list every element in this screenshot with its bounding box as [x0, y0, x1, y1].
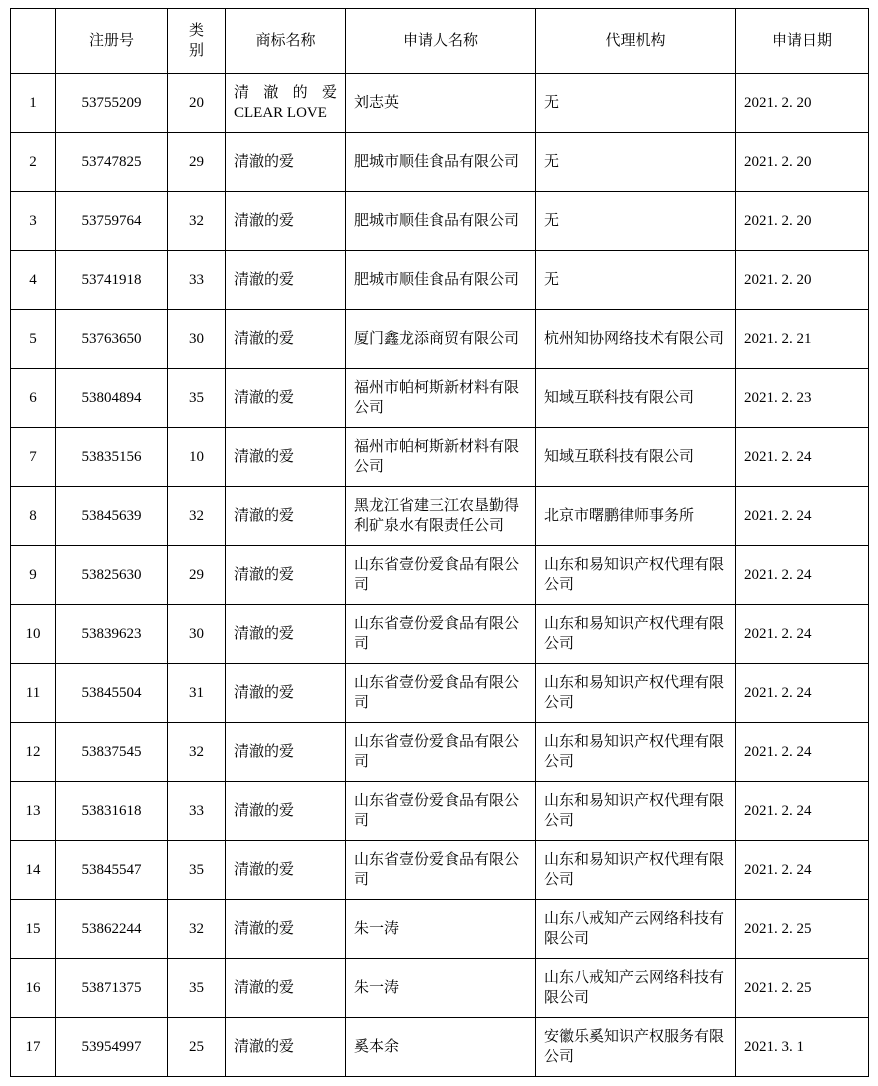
cell-reg-no: 53835156 — [56, 428, 168, 487]
cell-reg-no: 53845547 — [56, 841, 168, 900]
cell-class: 35 — [168, 841, 226, 900]
cell-applicant: 刘志英 — [346, 74, 536, 133]
cell-applicant: 山东省壹份爱食品有限公司 — [346, 782, 536, 841]
table-row — [11, 251, 869, 310]
cell-applicant: 肥城市顺佳食品有限公司 — [346, 133, 536, 192]
cell-class: 29 — [168, 546, 226, 605]
table-row — [11, 310, 869, 369]
cell-reg-no: 53804894 — [56, 369, 168, 428]
cell-agent: 北京市曙鹏律师事务所 — [536, 487, 736, 546]
cell-reg-no: 53755209 — [56, 74, 168, 133]
cell-applicant: 山东省壹份爱食品有限公司 — [346, 664, 536, 723]
cell-tm-name-line2: CLEAR LOVE — [234, 105, 327, 121]
cell-applicant: 厦门鑫龙添商贸有限公司 — [346, 310, 536, 369]
header-apply-date: 申请日期 — [736, 9, 869, 74]
cell-index: 3 — [11, 192, 56, 251]
cell-applicant: 黑龙江省建三江农垦勤得利矿泉水有限责任公司 — [346, 487, 536, 546]
cell-agent: 无 — [536, 133, 736, 192]
cell-tm-name: 清澈的爱 — [226, 192, 346, 251]
cell-agent: 杭州知协网络技术有限公司 — [536, 310, 736, 369]
cell-applicant: 肥城市顺佳食品有限公司 — [346, 251, 536, 310]
cell-class: 32 — [168, 487, 226, 546]
cell-tm-name: 清澈的爱 — [226, 664, 346, 723]
cell-applicant: 奚本余 — [346, 1018, 536, 1077]
cell-agent: 山东和易知识产权代理有限公司 — [536, 841, 736, 900]
table-row — [11, 133, 869, 192]
cell-apply-date: 2021. 2. 24 — [736, 782, 869, 841]
cell-reg-no: 53871375 — [56, 959, 168, 1018]
cell-tm-name: 清澈的爱 — [226, 428, 346, 487]
header-reg-no: 注册号 — [56, 9, 168, 74]
cell-tm-name — [226, 74, 346, 133]
cell-agent: 知域互联科技有限公司 — [536, 369, 736, 428]
cell-reg-no: 53825630 — [56, 546, 168, 605]
cell-index: 9 — [11, 546, 56, 605]
table-row — [11, 428, 869, 487]
cell-index: 1 — [11, 74, 56, 133]
cell-agent: 安徽乐奚知识产权服务有限公司 — [536, 1018, 736, 1077]
cell-reg-no: 53741918 — [56, 251, 168, 310]
cell-class: 10 — [168, 428, 226, 487]
cell-reg-no: 53837545 — [56, 723, 168, 782]
cell-index: 16 — [11, 959, 56, 1018]
cell-index: 10 — [11, 605, 56, 664]
cell-apply-date: 2021. 2. 20 — [736, 133, 869, 192]
table-row — [11, 782, 869, 841]
cell-index: 14 — [11, 841, 56, 900]
cell-apply-date: 2021. 2. 24 — [736, 487, 869, 546]
cell-applicant: 肥城市顺佳食品有限公司 — [346, 192, 536, 251]
cell-agent: 山东和易知识产权代理有限公司 — [536, 546, 736, 605]
cell-applicant: 山东省壹份爱食品有限公司 — [346, 546, 536, 605]
cell-tm-name: 清澈的爱 — [226, 841, 346, 900]
cell-agent: 山东和易知识产权代理有限公司 — [536, 723, 736, 782]
cell-tm-name: 清澈的爱 — [226, 959, 346, 1018]
cell-applicant: 山东省壹份爱食品有限公司 — [346, 723, 536, 782]
cell-index: 2 — [11, 133, 56, 192]
cell-reg-no: 53845639 — [56, 487, 168, 546]
cell-tm-name: 清澈的爱 — [226, 723, 346, 782]
header-class-line1: 类 — [188, 22, 204, 39]
cell-apply-date: 2021. 2. 24 — [736, 605, 869, 664]
cell-index: 7 — [11, 428, 56, 487]
table-row — [11, 74, 869, 133]
cell-reg-no: 53839623 — [56, 605, 168, 664]
table-row — [11, 841, 869, 900]
table-row — [11, 959, 869, 1018]
cell-reg-no: 53759764 — [56, 192, 168, 251]
header-agent: 代理机构 — [536, 9, 736, 74]
table-row — [11, 1018, 869, 1077]
cell-agent: 无 — [536, 251, 736, 310]
header-applicant: 申请人名称 — [346, 9, 536, 74]
cell-agent: 山东和易知识产权代理有限公司 — [536, 605, 736, 664]
cell-apply-date: 2021. 2. 24 — [736, 723, 869, 782]
table-row — [11, 900, 869, 959]
table-row — [11, 369, 869, 428]
cell-tm-name: 清澈的爱 — [226, 251, 346, 310]
cell-reg-no: 53831618 — [56, 782, 168, 841]
cell-tm-name: 清澈的爱 — [226, 546, 346, 605]
cell-class: 29 — [168, 133, 226, 192]
cell-apply-date: 2021. 3. 1 — [736, 1018, 869, 1077]
cell-agent: 无 — [536, 74, 736, 133]
cell-index: 5 — [11, 310, 56, 369]
cell-applicant: 朱一涛 — [346, 959, 536, 1018]
cell-applicant: 山东省壹份爱食品有限公司 — [346, 605, 536, 664]
trademark-table — [10, 8, 869, 1077]
cell-applicant: 福州市帕柯斯新材料有限公司 — [346, 428, 536, 487]
table-row — [11, 192, 869, 251]
cell-agent: 山东八戒知产云网络科技有限公司 — [536, 900, 736, 959]
cell-applicant: 朱一涛 — [346, 900, 536, 959]
cell-apply-date: 2021. 2. 20 — [736, 192, 869, 251]
cell-apply-date: 2021. 2. 24 — [736, 546, 869, 605]
cell-index: 8 — [11, 487, 56, 546]
cell-reg-no: 53747825 — [56, 133, 168, 192]
cell-apply-date: 2021. 2. 24 — [736, 841, 869, 900]
cell-tm-name: 清澈的爱 — [226, 310, 346, 369]
cell-class: 35 — [168, 369, 226, 428]
table-header — [11, 9, 869, 74]
cell-tm-name: 清澈的爱 — [226, 133, 346, 192]
cell-reg-no: 53862244 — [56, 900, 168, 959]
table-row — [11, 723, 869, 782]
cell-class: 32 — [168, 900, 226, 959]
cell-apply-date: 2021. 2. 25 — [736, 900, 869, 959]
cell-tm-name: 清澈的爱 — [226, 605, 346, 664]
table-row — [11, 664, 869, 723]
table-row — [11, 605, 869, 664]
cell-applicant: 福州市帕柯斯新材料有限公司 — [346, 369, 536, 428]
cell-class: 30 — [168, 310, 226, 369]
cell-index: 11 — [11, 664, 56, 723]
header-row — [11, 9, 869, 74]
cell-apply-date: 2021. 2. 25 — [736, 959, 869, 1018]
cell-class: 35 — [168, 959, 226, 1018]
cell-class: 33 — [168, 251, 226, 310]
cell-class: 20 — [168, 74, 226, 133]
cell-class: 25 — [168, 1018, 226, 1077]
cell-apply-date: 2021. 2. 24 — [736, 664, 869, 723]
cell-class: 32 — [168, 723, 226, 782]
cell-agent: 山东八戒知产云网络科技有限公司 — [536, 959, 736, 1018]
cell-tm-name: 清澈的爱 — [226, 782, 346, 841]
cell-apply-date: 2021. 2. 21 — [736, 310, 869, 369]
table-row — [11, 487, 869, 546]
cell-agent: 知域互联科技有限公司 — [536, 428, 736, 487]
cell-tm-name: 清澈的爱 — [226, 1018, 346, 1077]
cell-apply-date: 2021. 2. 23 — [736, 369, 869, 428]
cell-tm-name: 清澈的爱 — [226, 487, 346, 546]
cell-tm-name-line1: 清 澈 的 爱 — [234, 84, 337, 101]
cell-reg-no: 53954997 — [56, 1018, 168, 1077]
cell-reg-no: 53763650 — [56, 310, 168, 369]
cell-index: 13 — [11, 782, 56, 841]
cell-class: 30 — [168, 605, 226, 664]
header-class — [168, 9, 226, 74]
table-body — [11, 74, 869, 1077]
cell-index: 15 — [11, 900, 56, 959]
cell-class: 31 — [168, 664, 226, 723]
cell-applicant: 山东省壹份爱食品有限公司 — [346, 841, 536, 900]
header-index — [11, 9, 56, 74]
cell-apply-date: 2021. 2. 20 — [736, 251, 869, 310]
cell-index: 6 — [11, 369, 56, 428]
cell-index: 17 — [11, 1018, 56, 1077]
cell-index: 12 — [11, 723, 56, 782]
cell-tm-name: 清澈的爱 — [226, 369, 346, 428]
cell-tm-name: 清澈的爱 — [226, 900, 346, 959]
cell-agent: 山东和易知识产权代理有限公司 — [536, 664, 736, 723]
cell-index: 4 — [11, 251, 56, 310]
header-tm-name: 商标名称 — [226, 9, 346, 74]
cell-agent: 无 — [536, 192, 736, 251]
cell-reg-no: 53845504 — [56, 664, 168, 723]
cell-class: 33 — [168, 782, 226, 841]
cell-class: 32 — [168, 192, 226, 251]
cell-agent: 山东和易知识产权代理有限公司 — [536, 782, 736, 841]
header-class-line2: 别 — [188, 43, 204, 59]
cell-apply-date: 2021. 2. 24 — [736, 428, 869, 487]
cell-apply-date: 2021. 2. 20 — [736, 74, 869, 133]
table-row — [11, 546, 869, 605]
